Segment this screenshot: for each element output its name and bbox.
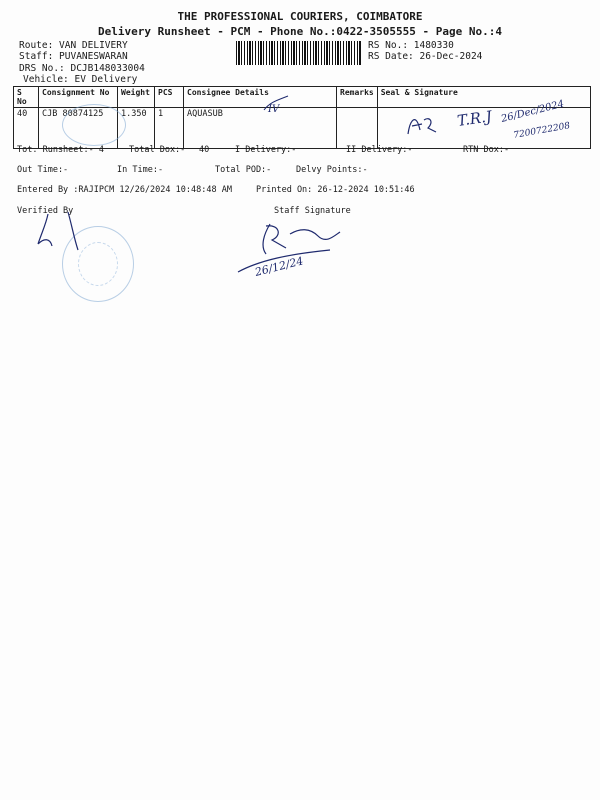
i-delivery: I Delivery:- xyxy=(235,145,297,155)
entered-by: Entered By :RAJIPCM 12/26/2024 10:48:48 AM xyxy=(17,185,232,195)
delvy-points: Delvy Points:- xyxy=(296,165,368,175)
out-time: Out Time:- xyxy=(17,165,69,175)
seal-name-text: T.R.J xyxy=(456,107,493,130)
printed-on: Printed On: 26-12-2024 10:51:46 xyxy=(256,185,415,195)
barcode-border xyxy=(236,41,361,65)
cell-consignment: CJB 80874125 xyxy=(39,108,118,149)
rs-number: RS No.: 1480330 xyxy=(368,40,454,51)
col-weight: Weight xyxy=(118,87,155,108)
vehicle-label: Vehicle: EV Delivery xyxy=(23,74,138,85)
col-consignee: Consignee Details xyxy=(184,87,337,108)
company-stamp-row xyxy=(62,104,126,146)
col-consignment: Consignment No xyxy=(39,87,118,108)
col-sno: S No xyxy=(14,87,39,108)
company-title: THE PROFESSIONAL COURIERS, COIMBATORE xyxy=(177,10,423,23)
drs-number: DRS No.: DCJB148033004 xyxy=(19,63,145,74)
cell-consignee: AQUASUB xyxy=(184,108,337,149)
consignee-mark-text: IV xyxy=(268,104,280,115)
staff-signature-date: 26/12/24 xyxy=(253,254,305,279)
col-seal: Seal & Signature xyxy=(377,87,590,108)
cell-pcs: 1 xyxy=(155,108,184,149)
staff-signature-label: Staff Signature xyxy=(274,206,351,216)
route-label: Route: VAN DELIVERY xyxy=(19,40,128,51)
col-pcs: PCS xyxy=(155,87,184,108)
ii-delivery: II Delivery:- xyxy=(346,145,413,155)
total-pod: Total POD:- xyxy=(215,165,272,175)
staff-handwritten-signature xyxy=(230,214,360,284)
in-time: In Time:- xyxy=(117,165,164,175)
tot-runsheet: Tot. Runsheet:- 4 xyxy=(17,145,104,155)
staff-label: Staff: PUVANESWARAN xyxy=(19,51,128,62)
cell-remarks xyxy=(337,108,378,149)
total-dox-label: Total Dox:- xyxy=(129,145,186,155)
seal-date-text: 26/Dec/2024 xyxy=(500,98,566,125)
runsheet-subtitle: Delivery Runsheet - PCM - Phone No.:0422-3505555 - Page No.:4 xyxy=(98,25,502,38)
cell-sno: 40 xyxy=(14,108,39,149)
verified-by-label: Verified By xyxy=(17,206,74,216)
rtn-dox: RTN Dox:- xyxy=(463,145,510,155)
cell-weight: 1.350 xyxy=(118,108,155,149)
consignee-handwritten-mark xyxy=(262,92,292,116)
col-remarks: Remarks xyxy=(337,87,378,108)
rs-date: RS Date: 26-Dec-2024 xyxy=(368,51,483,62)
verified-by-signature xyxy=(28,208,88,258)
seal-number-text: 7200722208 xyxy=(512,121,571,141)
total-dox-value: 40 xyxy=(199,145,210,155)
